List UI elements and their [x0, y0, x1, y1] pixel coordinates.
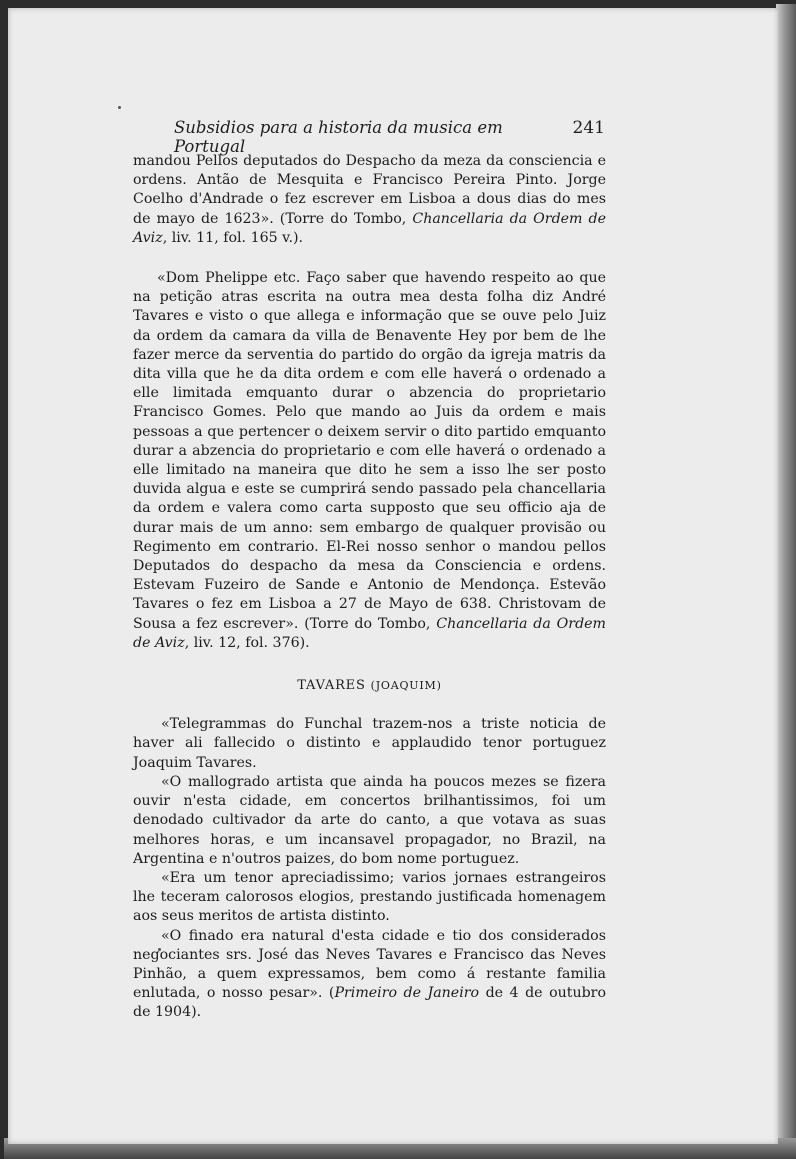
- heading-subname: (JOAQUIM): [370, 679, 442, 693]
- page-speck: [118, 106, 121, 109]
- paragraph-continuation: [133, 152, 606, 248]
- quote-paragraph: «Era um tenor apreciadissimo; varios jornaes estrangeiros lhe teceram calorosos elogios, prestando justificada homenagem aos seus meritos de artista distinto.: [133, 869, 606, 925]
- heading-name: TAVARES: [297, 678, 366, 694]
- running-title: Subsidios para a historia da musica em Portugal: [174, 118, 503, 156]
- paragraph-text: «O finado era natural d'esta cidade e tio dos considerados negociantes srs. José das Neves Tavares e Francisco das Neves Pinhão, a quem expressamos, bem como á restante familia enlutada, o nosso pesar». (: [133, 927, 606, 1002]
- running-head: [160, 118, 605, 156]
- page-body: [133, 152, 606, 1023]
- paragraph-text: , liv. 12, fol. 376).: [184, 634, 310, 651]
- paragraph-text: , liv. 11, fol. 165 v.).: [162, 229, 304, 246]
- source-title: Primeiro de Janeiro: [334, 985, 480, 1002]
- section-heading: [133, 676, 606, 695]
- source-title: Chancellaria da Ordem de Aviz: [133, 615, 607, 651]
- paragraph-text: de 4 de outubro de 1904).: [133, 985, 606, 1021]
- page-number: 241: [572, 118, 605, 138]
- source-title: Chancellaria da Ordem de Aviz: [133, 210, 606, 246]
- quote-paragraph: «Telegrammas do Funchal trazem-nos a triste noticia de haver ali fallecido o distinto e applaudido tenor portuguez Joaquim Tavares.: [133, 716, 606, 771]
- page-edge-right: [776, 4, 796, 1154]
- paragraph-document: [133, 269, 606, 653]
- paragraph-text: mandou Pellos deputados do Despacho da meza da consciencia e ordens. Antão de Mesquita e Francisco Pereira Pinto. Jorge Coelho d'Andrade o fez escrever em Lisboa a dous dias do mes de mayo de 1623». (Torre do Tombo,: [133, 153, 606, 227]
- quote-paragraph: «O mallogrado artista que ainda ha poucos mezes se fizera ouvir n'esta cidade, em concertos brilhantissimos, foi um denodado cultivador da arte do canto, a que votava as suas melhores horas, e um incansavel propagador, no Brazil, na Argentina e n'outros paizes, do bom nome portuguez.: [133, 773, 606, 867]
- paragraph-text: «Dom Phelippe etc. Faço saber que havendo respeito ao que na petição atras escrita na outra mea desta folha diz André Tavares e visto o que allega e informação que se ouve pelo Juiz da ordem da camara da villa de Benavente Hey por bem de lhe fazer merce da serventia do partido do orgão da igreja matris da dita villa que he da dita ordem e com elle haverá o ordenado a elle limitada emquanto durar o abzencia do proprietario Francisco Gomes. Pelo que mando ao Juis da ordem e mais pessoas a que pertencer o deixem servir o dito partido emquanto durar a abzencia do proprietario e com elle haverá o ordenado a elle limitado na maneira que dito he sem a isso lhe ser posto duvida algua e este se cumprirá sendo passado pela chancellaria da ordem e valera como carta supposto que seu officio aja de durar mais de um anno: sem embargo de qualquer provisão ou Regimento em contrario. El-Rei nosso senhor o mandou pellos Deputados do despacho da mesa da Consciencia e ordens. Estevam Fuzeiro de Sande e Antonio de Mendonça. Estevão Tavares o fez em Lisboa a 27 de Mayo de 638. Christovam de Sousa a fez escrever». (Torre do Tombo,: [133, 270, 606, 632]
- quote-paragraph: [133, 927, 606, 1023]
